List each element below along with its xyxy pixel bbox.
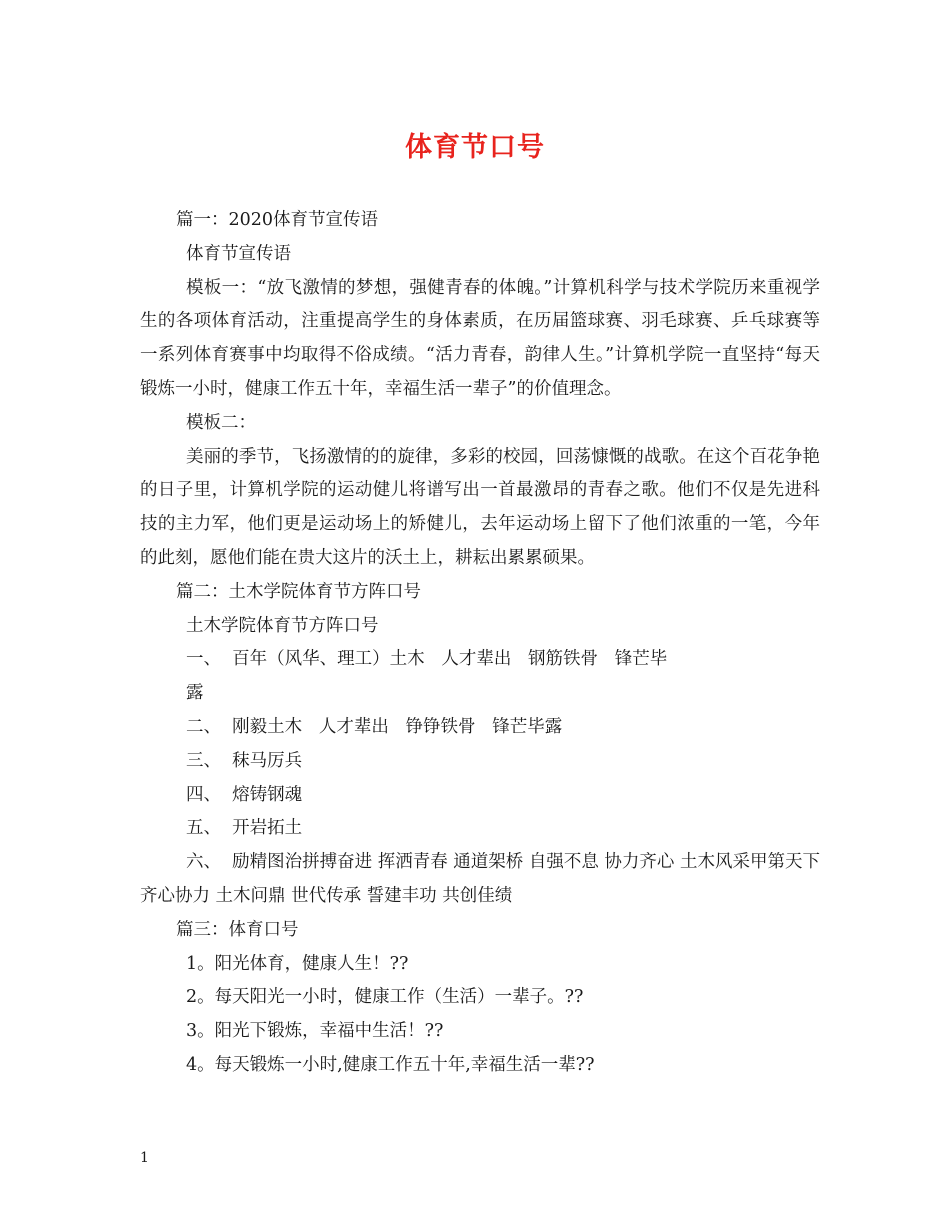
document-body — [140, 204, 826, 1083]
slogan-item-5: 五、 开岩拓土 — [186, 818, 303, 839]
document-title: 体育节口号 — [405, 132, 545, 163]
section-heading-2: 篇二：土木学院体育节方阵口号 — [176, 581, 421, 602]
slogan-item-4: 四、 熔铸钢魂 — [186, 784, 303, 805]
subheading-1: 体育节宣传语 — [186, 243, 291, 264]
subheading-2: 土木学院体育节方阵口号 — [186, 615, 379, 636]
slogan-line-1: 1。阳光体育，健康人生！?? — [186, 953, 409, 974]
slogan-line-4: 4。每天锻炼一小时,健康工作五十年,幸福生活一辈?? — [186, 1054, 595, 1075]
slogan-line-2: 2。每天阳光一小时，健康工作（生活）一辈子。?? — [186, 987, 584, 1008]
paragraph-template-2: 美丽的季节，飞扬激情的的旋律，多彩的校园，回荡慷慨的战歌。在这个百花争艳的日子里，计算机学院的运动健儿将谱写出一首最激昂的青春之歌。他们不仅是先进科技的主力军，他们更是运动场上的矫健儿，去年运动场上留下了他们浓重的一笔，今年的此刻，愿他们能在贵大这片的沃土上，耕耘出累累硕果。 — [140, 446, 820, 568]
slogan-item-6: 六、 励精图治拼搏奋进 挥洒青春 通道架桥 自强不息 协力齐心 土木风采甲第天下 齐心协力 土木问鼎 世代传承 誓建丰功 共创佳绩 — [140, 852, 826, 906]
slogan-item-3: 三、 秣马厉兵 — [186, 750, 303, 771]
slogan-item-1-continued: 露 — [186, 683, 204, 704]
section-heading-1: 篇一：2020体育节宣传语 — [176, 210, 379, 230]
section-heading-3: 篇三：体育口号 — [176, 919, 299, 940]
slogan-item-1: 一、 百年（风华、理工）土木 人才辈出 钢筋铁骨 锋芒毕 — [186, 649, 668, 670]
slogan-item-2: 二、 刚毅土木 人才辈出 铮铮铁骨 锋芒毕露 — [186, 716, 563, 737]
slogan-line-3: 3。阳光下锻炼，幸福中生活！?? — [186, 1021, 444, 1042]
subheading-template-2: 模板二： — [186, 412, 256, 433]
paragraph-template-1: 模板一：“放飞激情的梦想，强健青春的体魄。”计算机科学与技术学院历来重视学生的各项体育活动，注重提高学生的身体素质，在历届篮球赛、羽毛球赛、乒乓球赛等一系列体育赛事中均取得不俗成绩。“活力青春，韵律人生。”计算机学院一直坚持“每天锻炼一小时，健康工作五十年，幸福生活一辈子”的价值理念。 — [140, 277, 820, 399]
page-number: 1 — [140, 1150, 149, 1166]
